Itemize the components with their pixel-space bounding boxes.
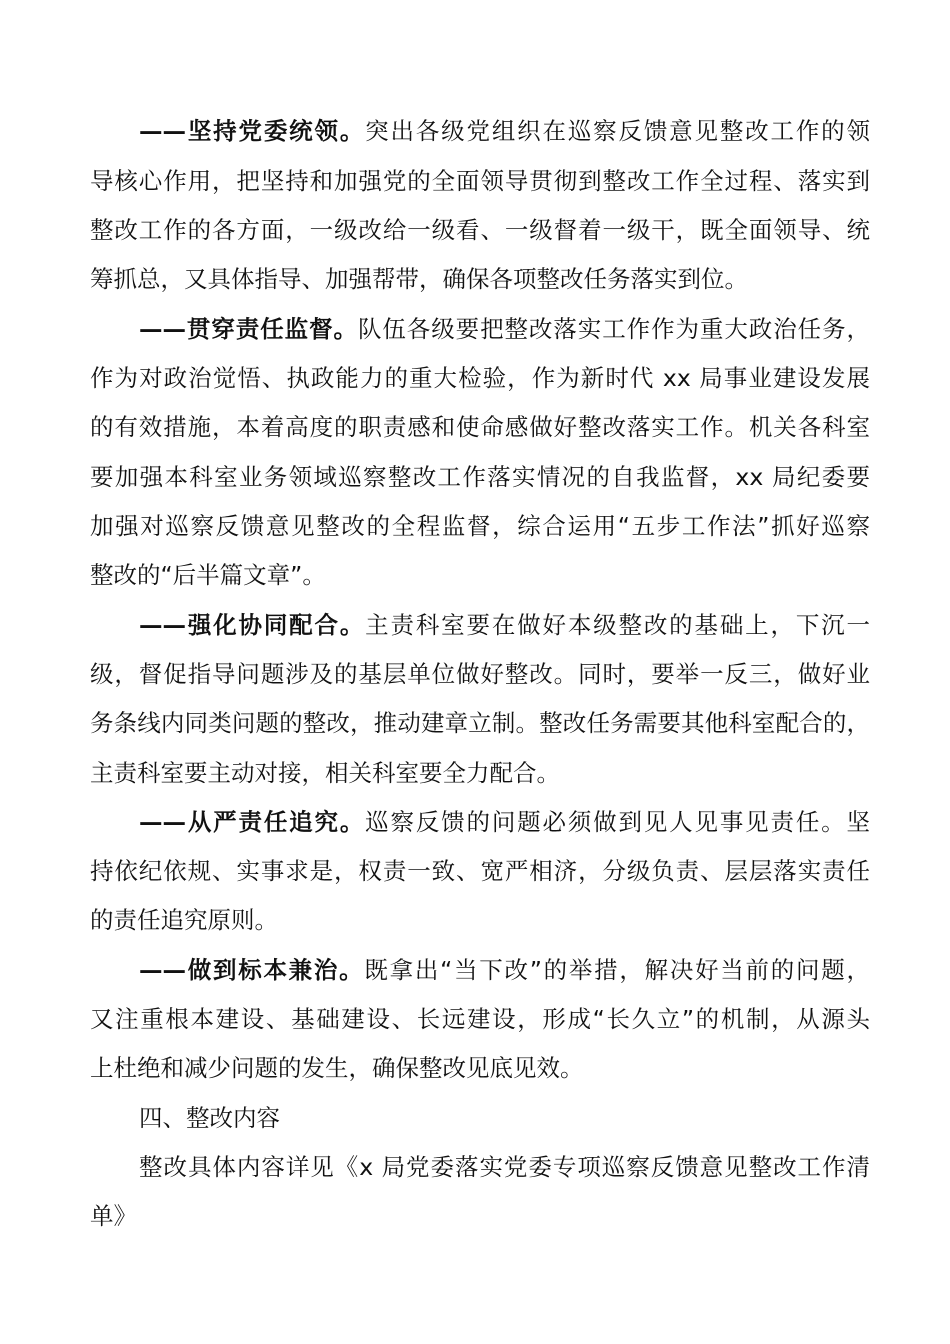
paragraph-4-line-3: 的责任追究原则。 [90, 906, 278, 934]
paragraph-1-text: 突出各级党组织在巡察反馈意见整改工作的领 [365, 117, 870, 145]
paragraph-3-heading: ——强化协同配合。 [139, 611, 366, 639]
final-paragraph-line-1: 整改具体内容详见《x 局党委落实党委专项巡察反馈意见整改工作清 [139, 1153, 870, 1181]
paragraph-2-line-3: 的有效措施，本着高度的职责感和使命感做好整改落实工作。机关各科室 [90, 413, 870, 441]
paragraph-5-text: 既拿出“当下改”的举措，解决好当前的问题， [364, 956, 870, 984]
paragraph-1-line-3: 整改工作的各方面，一级改给一级看、一级督着一级干，既全面领导、统 [90, 216, 870, 244]
paragraph-2-line-2: 作为对政治觉悟、执政能力的重大检验，作为新时代 xx 局事业建设发展 [90, 364, 870, 392]
paragraph-2-line-6: 整改的“后半篇文章”。 [90, 561, 326, 589]
section-heading: 四、整改内容 [139, 1104, 280, 1132]
paragraph-2-line-4: 要加强本科室业务领域巡察整改工作落实情况的自我监督，xx 局纪委要 [90, 463, 870, 491]
paragraph-1-line-2: 导核心作用，把坚持和加强党的全面领导贯彻到整改工作全过程、落实到 [90, 167, 870, 195]
final-paragraph-line-2: 单》 [90, 1202, 137, 1230]
paragraph-3-line-2: 级，督促指导问题涉及的基层单位做好整改。同时，要举一反三，做好业 [90, 660, 870, 688]
paragraph-1-line-4: 筹抓总，又具体指导、加强帮带，确保各项整改任务落实到位。 [90, 265, 748, 293]
paragraph-1-heading: ——坚持党委统领。 [139, 117, 366, 145]
paragraph-4-text: 巡察反馈的问题必须做到见人见事见责任。坚 [365, 808, 870, 836]
paragraph-5-line-3: 上杜绝和减少问题的发生，确保整改见底见效。 [90, 1054, 584, 1082]
paragraph-2-text: 队伍各级要把整改落实工作作为重大政治任务， [357, 315, 870, 343]
paragraph-4-line-1 [139, 807, 870, 839]
paragraph-3-line-4: 主责科室要主动对接，相关科室要全力配合。 [90, 759, 560, 787]
paragraph-3-text: 主责科室要在做好本级整改的基础上，下沉一 [365, 611, 870, 639]
paragraph-5-line-1 [139, 955, 870, 987]
paragraph-4-line-2: 持依纪依规、实事求是，权责一致、宽严相济，分级负责、层层落实责任 [90, 857, 870, 885]
paragraph-5-line-2: 又注重根本建设、基础建设、长远建设，形成“长久立”的机制，从源头 [90, 1005, 870, 1033]
paragraph-1-line-1 [139, 116, 870, 148]
paragraph-2-heading: ——贯穿责任监督。 [139, 315, 358, 343]
paragraph-5-heading: ——做到标本兼治。 [139, 956, 365, 984]
paragraph-2-line-1 [139, 314, 870, 346]
paragraph-2-line-5: 加强对巡察反馈意见整改的全程监督，综合运用“五步工作法”抓好巡察 [90, 512, 870, 540]
paragraph-4-heading: ——从严责任追究。 [139, 808, 366, 836]
paragraph-3-line-3: 务条线内同类问题的整改，推动建章立制。整改任务需要其他科室配合的， [90, 709, 870, 737]
paragraph-3-line-1 [139, 610, 870, 642]
